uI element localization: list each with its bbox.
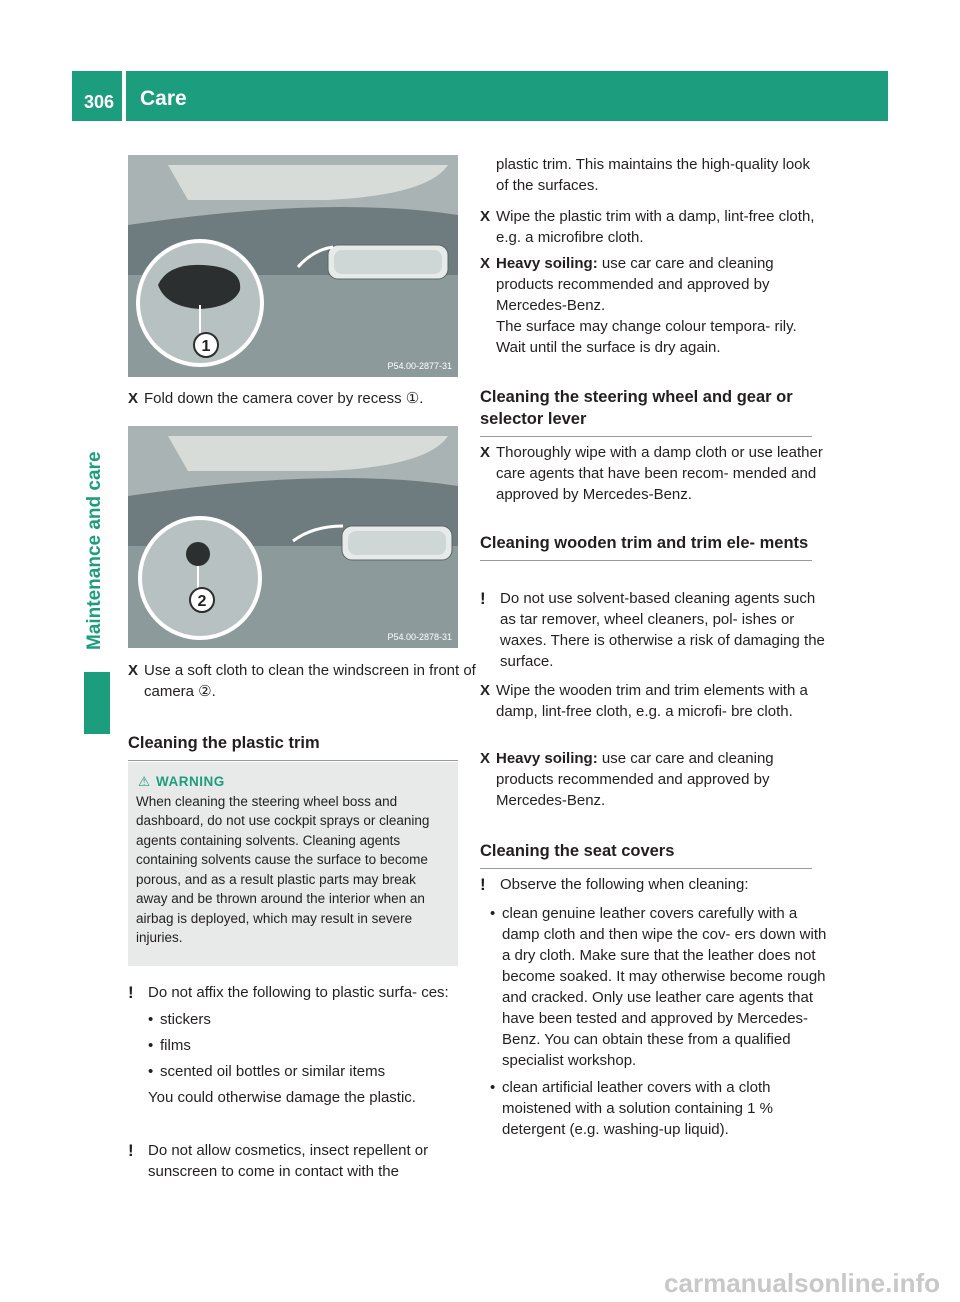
heading-plastic-trim: Cleaning the plastic trim (128, 732, 458, 761)
step-text: Use a soft cloth to clean the windscreen in front of camera ②. (144, 662, 476, 700)
list-item: • scented oil bottles or similar items (148, 1063, 386, 1080)
continued-text: plastic trim. This maintains the high-quality look of the surfaces. (496, 156, 811, 194)
note-marker: ! (480, 589, 486, 608)
step-marker: X (128, 662, 139, 679)
step-marker: X (480, 750, 491, 767)
step-marker: X (480, 208, 491, 225)
list-item: • stickers (148, 1011, 211, 1028)
step-marker: X (480, 444, 491, 461)
camera-cover-illustration (128, 155, 458, 377)
header-divider (122, 71, 126, 121)
note-marker: ! (128, 1141, 134, 1160)
warning-text: When cleaning the steering wheel boss and dashboard, do not use cockpit sprays or cleaning agents containing solvents. Cleaning agents containing solvents cause the surface to become porous, and as a result plastic parts may break away and be thrown around the interior when an airbag is deployed, which may result in severe injuries. (136, 793, 430, 945)
step-heavy-soiling-plastic (480, 253, 828, 358)
warning-icon: ⚠ (138, 774, 151, 789)
note-text: Observe the following when cleaning: (500, 876, 749, 893)
figure-code: P54.00-2878-31 (387, 632, 452, 642)
note-seat-covers (480, 874, 832, 1140)
step-bold: Heavy soiling: (496, 750, 598, 767)
step-heavy-soiling-wooden (480, 748, 828, 811)
step-text: Fold down the camera cover by recess ①. (144, 390, 424, 407)
callout-2: 2 (197, 593, 207, 610)
note-bullet-list (490, 903, 832, 1140)
side-label: Maintenance and care (84, 451, 105, 650)
step-marker: X (480, 682, 491, 699)
note-marker: ! (128, 983, 134, 1002)
side-tab-marker (84, 672, 110, 734)
step-bold: Heavy soiling: (496, 255, 598, 272)
note-text: Do not allow cosmetics, insect repellent or sunscreen to come in contact with the (148, 1142, 429, 1180)
step-text: Wipe the plastic trim with a damp, lint-free cloth, e.g. a microfibre cloth. (496, 208, 815, 246)
step-extra: The surface may change colour tempora- rily. Wait until the surface is dry again. (496, 318, 797, 356)
step-fold-down (128, 388, 476, 409)
camera-cover-figure (128, 155, 458, 377)
step-text: use car care and cleaning products recommended and approved by Mercedes-Benz. (496, 255, 774, 314)
page-title: Care (140, 87, 187, 110)
heading-seat-covers: Cleaning the seat covers (480, 840, 812, 869)
footer-watermark: carmanualsonline.info (664, 1268, 940, 1298)
note-plastic-affix (128, 982, 480, 1108)
note-marker: ! (480, 875, 486, 894)
note-cosmetics (128, 1140, 480, 1182)
note-bullet-list (148, 1009, 480, 1082)
callout-1: 1 (201, 338, 211, 355)
side-label-wrap (84, 390, 110, 650)
windscreen-camera-figure (128, 426, 458, 648)
windscreen-camera-illustration (128, 426, 458, 648)
step-wipe-wooden (480, 680, 828, 722)
list-item: • films (148, 1037, 191, 1054)
page-number: 306 (84, 92, 115, 112)
header-bar (72, 71, 888, 121)
step-marker: X (128, 390, 139, 407)
list-item: • clean genuine leather covers carefully with a damp cloth and then wipe the cov- ers down with a dry cloth. Make sure that the leather does not become soaked. It may otherwise become rough and cracked. Only use leather care agents that have been tested and approved by Mercedes-Benz. You can obtain these from a qualified specialist workshop. (490, 905, 827, 1069)
note-after: You could otherwise damage the plastic. (148, 1089, 416, 1106)
figure-code: P54.00-2877-31 (387, 361, 452, 371)
heading-steering-wheel: Cleaning the steering wheel and gear or selector lever (480, 386, 812, 437)
step-wipe-plastic (480, 206, 828, 248)
step-text: Wipe the wooden trim and trim elements with a damp, lint-free cloth, e.g. a microfi- bre cloth. (496, 682, 808, 720)
warning-title: WARNING (156, 774, 225, 789)
step-text: Thoroughly wipe with a damp cloth or use leather care agents that have been recom- mended and approved by Mercedes-Benz. (496, 444, 823, 503)
heading-wooden-trim: Cleaning wooden trim and trim ele- ments (480, 532, 812, 561)
step-clean-windscreen (128, 660, 476, 702)
warning-box (128, 762, 458, 966)
note-text: Do not affix the following to plastic surfa- ces: (148, 984, 449, 1001)
note-wooden-trim (480, 588, 832, 672)
step-text: use car care and cleaning products recommended and approved by Mercedes-Benz. (496, 750, 774, 809)
list-item: • clean artificial leather covers with a cloth moistened with a solution containing 1 % detergent (e.g. washing-up liquid). (490, 1079, 773, 1138)
step-steering-wheel (480, 442, 828, 505)
step-marker: X (480, 255, 491, 272)
note-text: Do not use solvent-based cleaning agents such as tar remover, wheel cleaners, pol- ishes or waxes. There is otherwise a risk of damaging the surface. (500, 590, 825, 670)
